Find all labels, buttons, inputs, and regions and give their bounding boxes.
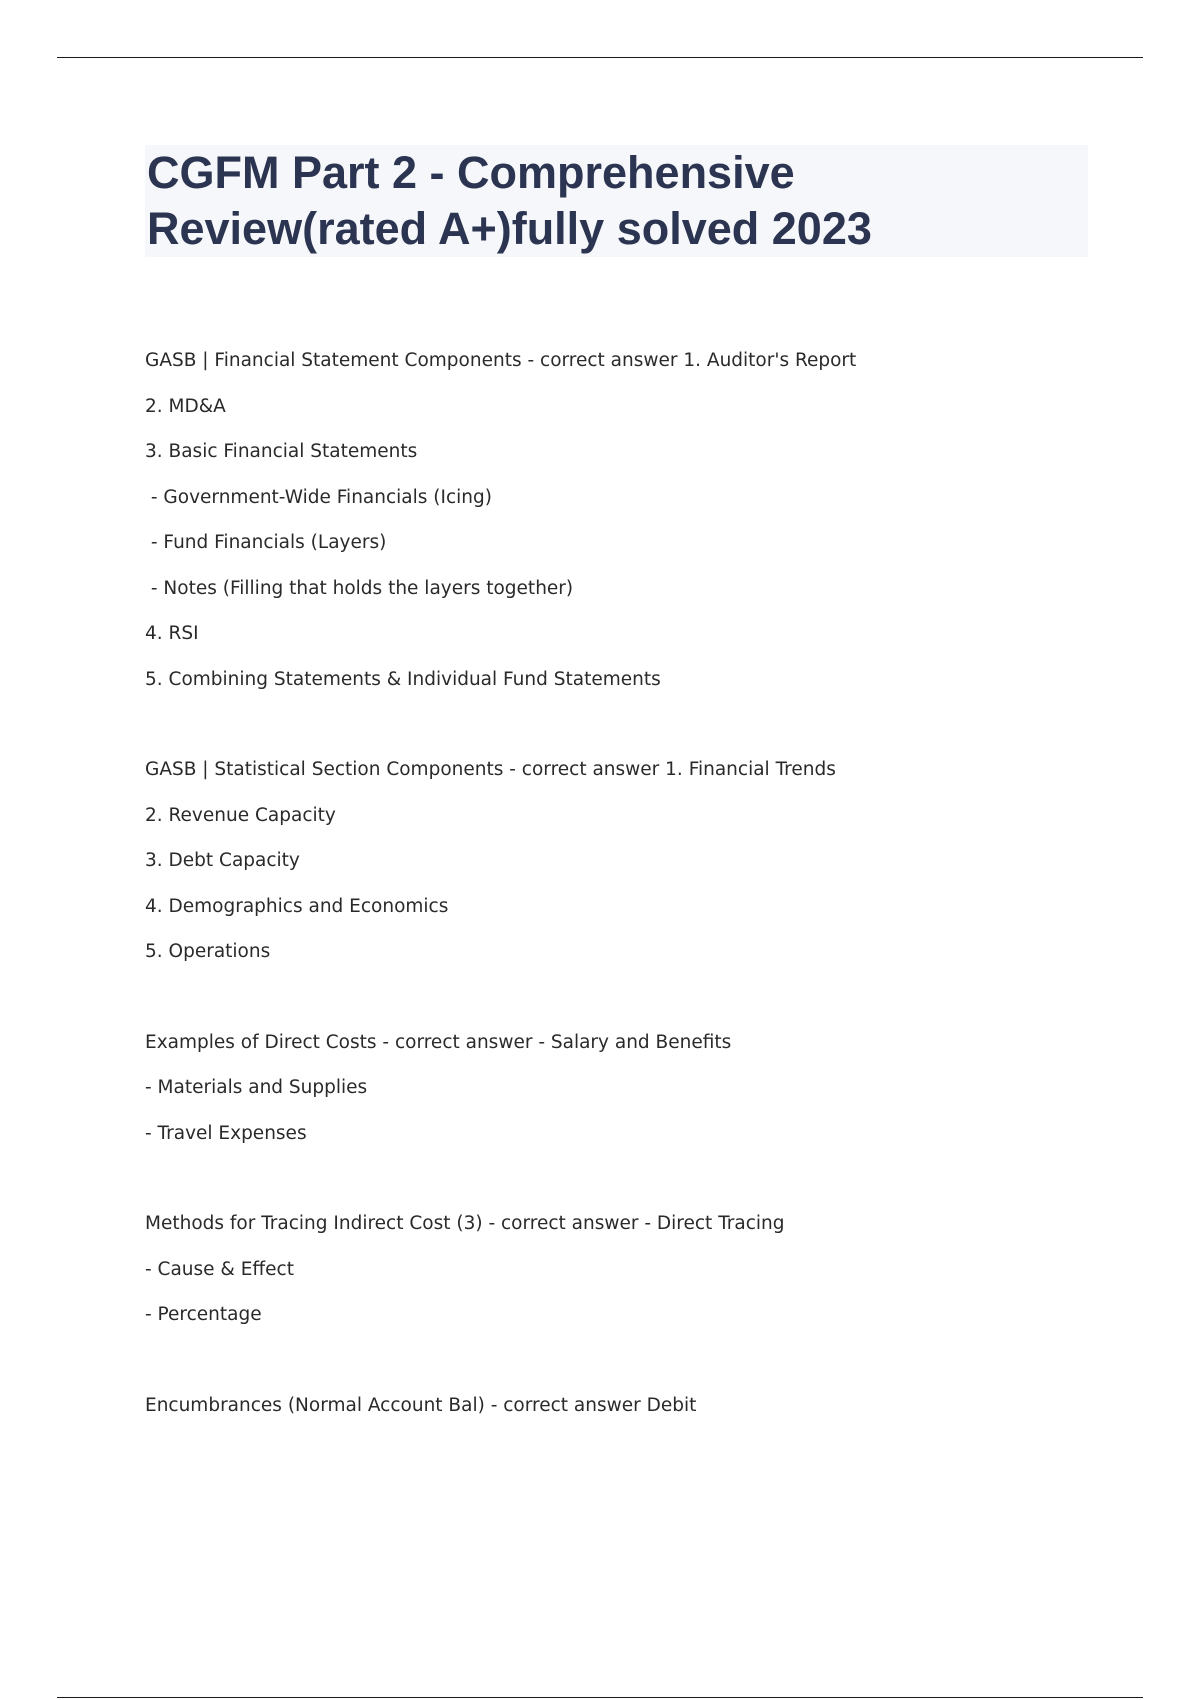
qa-line: 2. MD&A bbox=[145, 395, 226, 417]
document-body bbox=[145, 344, 1085, 1479]
qa-item-indirect-cost-methods bbox=[145, 1207, 1085, 1344]
qa-line: - Fund Financials (Layers) bbox=[145, 532, 387, 553]
qa-line: 4. RSI bbox=[145, 623, 199, 644]
qa-line: 4. Demographics and Economics bbox=[145, 895, 449, 917]
qa-line: Examples of Direct Costs - correct answer - Salary and Benefits bbox=[145, 1031, 732, 1053]
qa-line: 5. Operations bbox=[145, 941, 271, 962]
title-block bbox=[145, 145, 1088, 257]
qa-line: Methods for Tracing Indirect Cost (3) - correct answer - Direct Tracing bbox=[145, 1213, 785, 1234]
title-line-1: CGFM Part 2 - Comprehensive bbox=[147, 147, 795, 198]
qa-line: - Materials and Supplies bbox=[145, 1077, 368, 1098]
top-rule bbox=[57, 57, 1143, 58]
document-title bbox=[145, 145, 1088, 257]
qa-line: - Percentage bbox=[145, 1304, 262, 1325]
qa-line: GASB | Financial Statement Components - correct answer 1. Auditor's Report bbox=[145, 350, 857, 371]
qa-item-direct-costs bbox=[145, 1026, 1085, 1163]
qa-line: - Notes (Filling that holds the layers together) bbox=[145, 577, 574, 599]
bottom-rule bbox=[57, 1697, 1143, 1698]
qa-line: 3. Basic Financial Statements bbox=[145, 441, 418, 462]
qa-item-encumbrances bbox=[145, 1389, 1085, 1435]
qa-item-statistical-section-components bbox=[145, 753, 1085, 981]
qa-line: - Travel Expenses bbox=[145, 1122, 307, 1144]
qa-line: - Cause & Effect bbox=[145, 1258, 294, 1280]
qa-line: - Government-Wide Financials (Icing) bbox=[145, 486, 492, 508]
qa-line: GASB | Statistical Section Components - correct answer 1. Financial Trends bbox=[145, 759, 836, 780]
qa-item-financial-statement-components bbox=[145, 344, 1085, 708]
qa-line: 2. Revenue Capacity bbox=[145, 804, 336, 826]
qa-line: 5. Combining Statements & Individual Fund Statements bbox=[145, 668, 661, 690]
qa-line: 3. Debt Capacity bbox=[145, 850, 300, 871]
qa-line: Encumbrances (Normal Account Bal) - correct answer Debit bbox=[145, 1394, 697, 1416]
title-line-2: Review(rated A+)fully solved 2023 bbox=[147, 203, 872, 254]
